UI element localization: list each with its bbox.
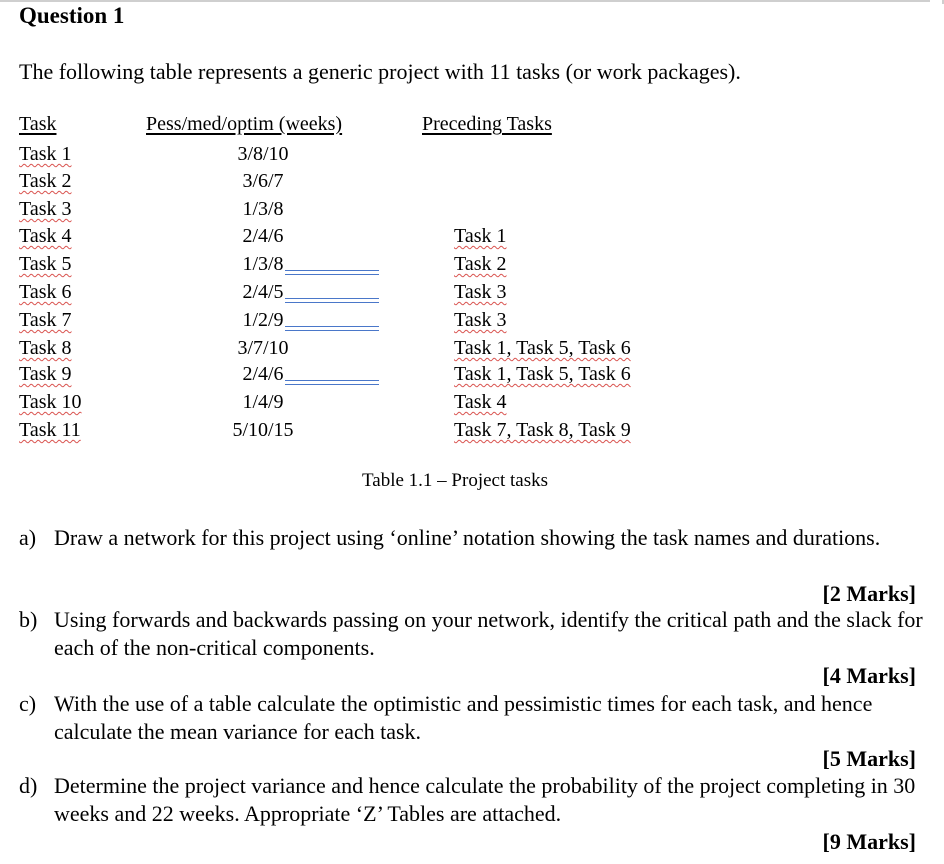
table-row-duration: 2/4/5: [242, 281, 284, 303]
table-row-preceding: Task 3: [454, 281, 507, 303]
table-row-duration: 5/10/15: [232, 419, 294, 441]
table-row-task: Task 3: [19, 198, 72, 220]
table-row-preceding: Task 1, Task 5, Task 6: [454, 337, 631, 359]
marks-label: [2 Marks]: [822, 581, 916, 606]
question-label: a): [19, 525, 37, 550]
table-row-preceding: Task 1, Task 5, Task 6: [454, 363, 631, 385]
table-row-task: Task 2: [19, 170, 72, 192]
table-row-preceding: Task 1: [454, 225, 507, 247]
table-row-duration: 2/4/6: [242, 225, 284, 247]
question-heading: Question 1: [19, 3, 125, 28]
question-text: Using forwards and backwards passing on your network, identify the critical path and the slack for each of the non-critical components.: [54, 607, 923, 660]
table-row-task: Task 5: [19, 253, 72, 275]
table-row-duration: 1/4/9: [242, 391, 284, 413]
table-caption: Table 1.1 – Project tasks: [362, 470, 548, 491]
table-row-task: Task 10: [19, 391, 82, 413]
marks-label: [4 Marks]: [822, 663, 916, 688]
table-row-task: Task 8: [19, 337, 72, 359]
table-row-task: Task 6: [19, 281, 72, 303]
intro-paragraph: The following table represents a generic project with 11 tasks (or work packages).: [19, 59, 741, 84]
table-row-duration: 1/3/8: [242, 253, 284, 275]
table-row-preceding: Task 2: [454, 253, 507, 275]
question-label: d): [19, 773, 38, 798]
header-preceding: Preceding Tasks: [422, 113, 552, 135]
table-row-task: Task 11: [19, 419, 81, 441]
double-underline-mark: [285, 298, 379, 303]
header-task: Task: [19, 113, 57, 135]
question-label: b): [19, 607, 38, 632]
table-row-task: Task 7: [19, 309, 72, 331]
marks-label: [9 Marks]: [822, 829, 916, 854]
table-row-duration: 2/4/6: [242, 363, 284, 385]
table-row-preceding: Task 7, Task 8, Task 9: [454, 419, 631, 441]
table-row-duration: 3/7/10: [237, 337, 289, 359]
table-row-duration: 1/3/8: [242, 198, 284, 220]
table-row-duration: 3/6/7: [242, 170, 284, 192]
question-label: c): [19, 691, 37, 716]
marks-label: [5 Marks]: [822, 746, 916, 771]
table-row-task: Task 1: [19, 143, 72, 165]
table-row-duration: 3/8/10: [237, 143, 289, 165]
double-underline-mark: [285, 380, 379, 385]
table-row-preceding: Task 4: [454, 391, 507, 413]
table-row-duration: 1/2/9: [242, 309, 284, 331]
table-row-preceding: Task 3: [454, 309, 507, 331]
header-duration: Pess/med/optim (weeks): [146, 113, 343, 135]
double-underline-mark: [285, 270, 379, 275]
table-row-task: Task 4: [19, 225, 72, 247]
table-row-task: Task 9: [19, 363, 72, 385]
question-text: With the use of a table calculate the optimistic and pessimistic times for each task, and hence calculate the mean variance for each task.: [54, 691, 873, 744]
question-text: Determine the project variance and hence calculate the probability of the project completing in 30 weeks and 22 weeks. Appropriate ‘Z’ Tables are attached.: [54, 773, 916, 826]
top-border-line: [0, 0, 930, 2]
question-text: Draw a network for this project using ‘online’ notation showing the task names and durations.: [54, 525, 881, 550]
double-underline-mark: [285, 326, 379, 331]
